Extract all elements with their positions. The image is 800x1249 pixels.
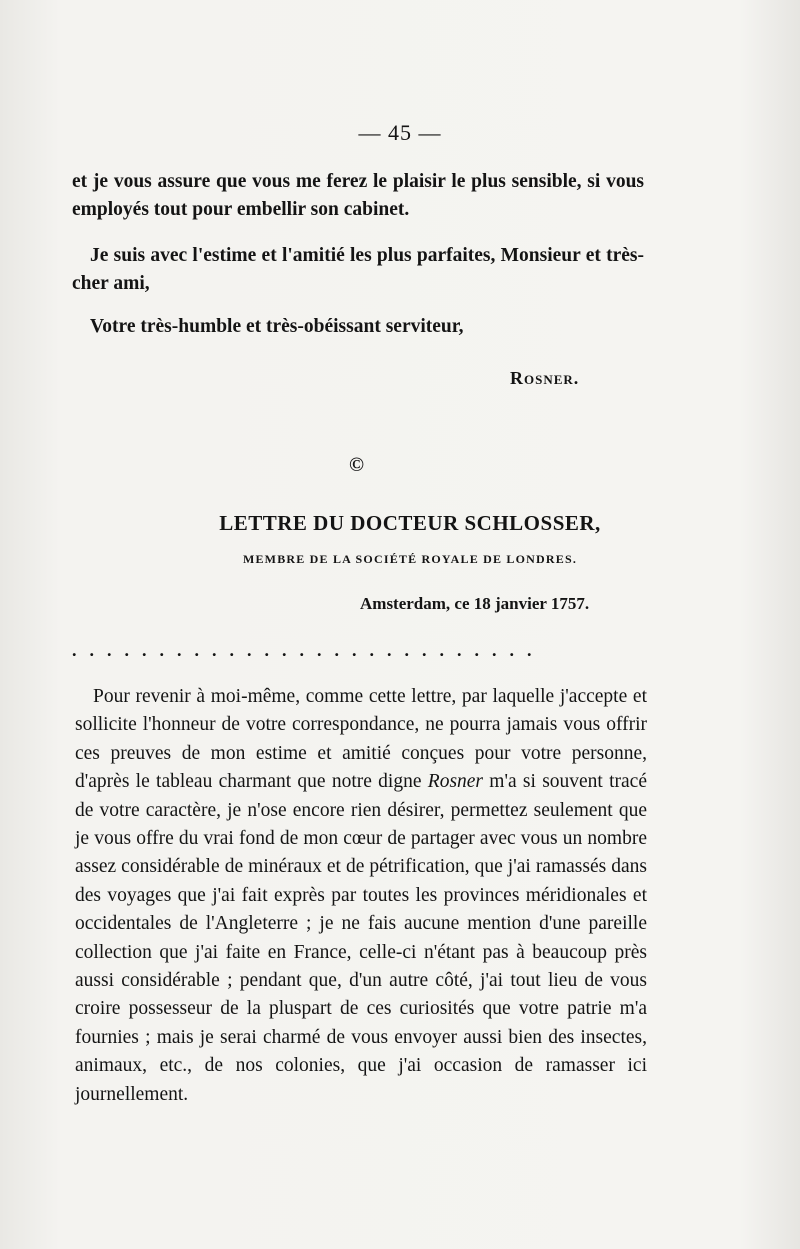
ornament-glyph: © — [349, 454, 364, 476]
letter-dateline: Amsterdam, ce 18 janvier 1757. — [360, 594, 590, 613]
letter-greeting-paragraph: Je suis avec l'estime et l'amitié les plus parfaites, Monsieur et très-cher ami, — [72, 245, 644, 294]
letter-closing: Votre très-humble et très-obéissant serviteur, — [90, 316, 464, 337]
letter-body-text-2: m'a si souvent tracé de votre caractère, je n'ose encore rien désirer, permettez seulement que je vous offre du vrai fond de mon cœur de partager avec vous un nombre assez considérable de minéraux et de pétrification, que j'ai ramassés dans des voyages que j'ai fait exprès par toutes les provinces méridionales et occidentales de l'Angleterre ; je ne fais aucune mention d'une pareille collection que j'ai faite en France, celle-ci n'étant pas à beaucoup près aussi considérable ; pendant que, d'un autre côté, j'ai tout lieu de vous croire possesseur de la pluspart de ces curiosités que votre patrie m'a fournies ; mais je serai charmé de vous envoyer aussi bien des insectes, animaux, etc., de nos colonies, que j'ai occasion de ramasser ici journellement. — [75, 771, 647, 1105]
letter-body-name: Rosner — [427, 771, 484, 793]
signature: Rosner. — [510, 368, 580, 388]
letter-body — [75, 683, 647, 1109]
letter-end-paragraph: et je vous assure que vous me ferez le plaisir le plus sensible, si vous employés tout pour embellir son cabinet. — [72, 171, 644, 220]
letter-title: LETTRE DU DOCTEUR SCHLOSSER, — [219, 511, 601, 535]
letter-body-text-1: Pour revenir à moi-même, comme cette lettre, par laquelle j'accepte et sollicite l'honneur de votre correspondance, ne pourra jamais vous offrir ces preuves de mon estime et amitié conçues pour votre personne, d'après le tableau charmant que notre digne — [75, 686, 647, 793]
ellipsis-divider: ........................... — [72, 640, 545, 660]
page-number: — 45 — — [358, 120, 442, 145]
letter-subtitle: MEMBRE DE LA SOCIÉTÉ ROYALE DE LONDRES. — [242, 552, 578, 566]
